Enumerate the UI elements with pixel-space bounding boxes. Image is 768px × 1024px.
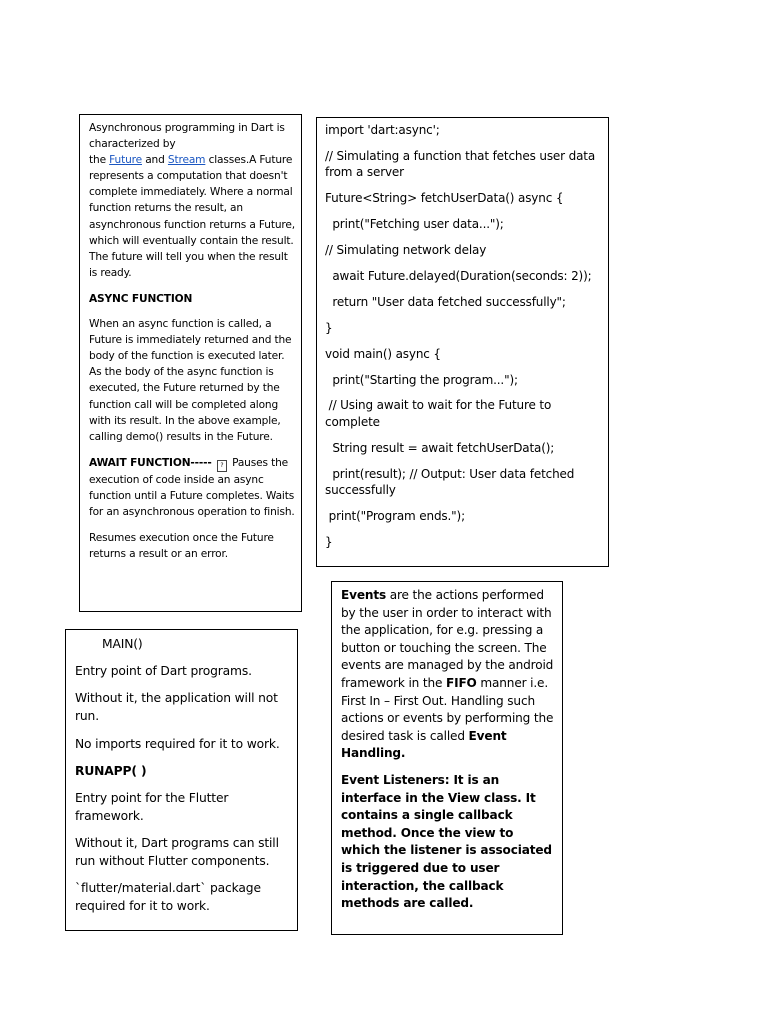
await-function-body: Pauses the execution of code inside an async function until a Future completes. Waits for an asynchronous operation to finish.	[89, 456, 295, 518]
missing-glyph-icon: ?	[217, 460, 227, 472]
code-line: // Simulating a function that fetches user data from a server	[325, 148, 599, 180]
await-function-heading: AWAIT FUNCTION-----	[89, 456, 212, 469]
async-intro-box	[79, 114, 302, 612]
without-flutter-text: Without it, Dart programs can still run without Flutter components.	[75, 836, 279, 869]
events-text: manner i.e. First In – First Out. Handling such actions or events by performing the desired task is called	[341, 675, 554, 743]
package-text: `flutter/material.dart` package required for it to work.	[75, 881, 261, 914]
code-line: String result = await fetchUserData();	[325, 440, 555, 455]
stream-link[interactable]: Stream	[167, 154, 206, 167]
entry-dart-text: Entry point of Dart programs.	[75, 664, 252, 679]
intro-and: and	[142, 154, 168, 167]
events-paragraph	[341, 587, 556, 763]
code-line: print("Fetching user data...");	[325, 217, 504, 232]
resumes-paragraph: Resumes execution once the Future returns a result or an error.	[89, 532, 274, 561]
code-line: }	[325, 320, 333, 335]
main-runapp-box	[65, 629, 298, 931]
events-term: Events	[341, 588, 387, 602]
intro-the: the	[89, 154, 110, 167]
code-line: print(result); // Output: User data fetched successfully	[325, 466, 578, 498]
no-imports-text: No imports required for it to work.	[75, 736, 280, 751]
code-line: void main() async {	[325, 346, 441, 361]
event-handling-term: Event Handling.	[341, 728, 507, 761]
code-line: Future<String> fetchUserData() async {	[325, 191, 564, 206]
code-line: await Future.delayed(Duration(seconds: 2));	[325, 268, 592, 283]
events-text: are the actions performed by the user in order to interact with the application, for e.g. pressing a button or touching the screen. The events are managed by the android framework in the	[341, 588, 554, 690]
await-function-paragraph	[89, 455, 295, 520]
code-example-box	[316, 117, 609, 567]
intro-line: Asynchronous programming in Dart is characterized by	[89, 122, 285, 151]
async-intro-paragraph	[89, 120, 295, 281]
entry-flutter-text: Entry point for the Flutter framework.	[75, 790, 229, 823]
main-title: MAIN()	[102, 637, 143, 651]
events-box	[331, 581, 563, 935]
without-app-text: Without it, the application will not run.	[75, 691, 278, 724]
future-link[interactable]: Future	[109, 154, 142, 167]
code-line: }	[325, 534, 333, 549]
fifo-term: FIFO	[445, 675, 477, 690]
async-function-body: When an async function is called, a Future is immediately returned and the body of the function is executed later. As the body of the async function is executed, the Future returned by the function call will be completed along with its result. In the above example, calling demo() results in the Future.	[89, 318, 292, 443]
runapp-title: RUNAPP( )	[75, 763, 147, 778]
intro-rest: classes.A Future represents a computation that doesn't complete immediately. Where a normal function returns the result, an asynchronous function returns a Future, which will eventually contain the result. The future will tell you when the result is ready.	[89, 154, 295, 279]
code-line: return "User data fetched successfully";	[325, 294, 566, 309]
async-function-heading: ASYNC FUNCTION	[89, 292, 193, 305]
code-line: import 'dart:async';	[325, 123, 440, 137]
event-listeners-paragraph: Event Listeners: It is an interface in the View class. It contains a single callback method. Once the view to which the listener is associated is triggered due to user interaction, the callback methods are called.	[341, 772, 552, 911]
code-line: print("Starting the program...");	[325, 372, 518, 387]
code-line: // Simulating network delay	[325, 243, 487, 258]
code-line: // Using await to wait for the Future to complete	[325, 398, 555, 429]
code-line: print("Program ends.");	[325, 509, 465, 524]
